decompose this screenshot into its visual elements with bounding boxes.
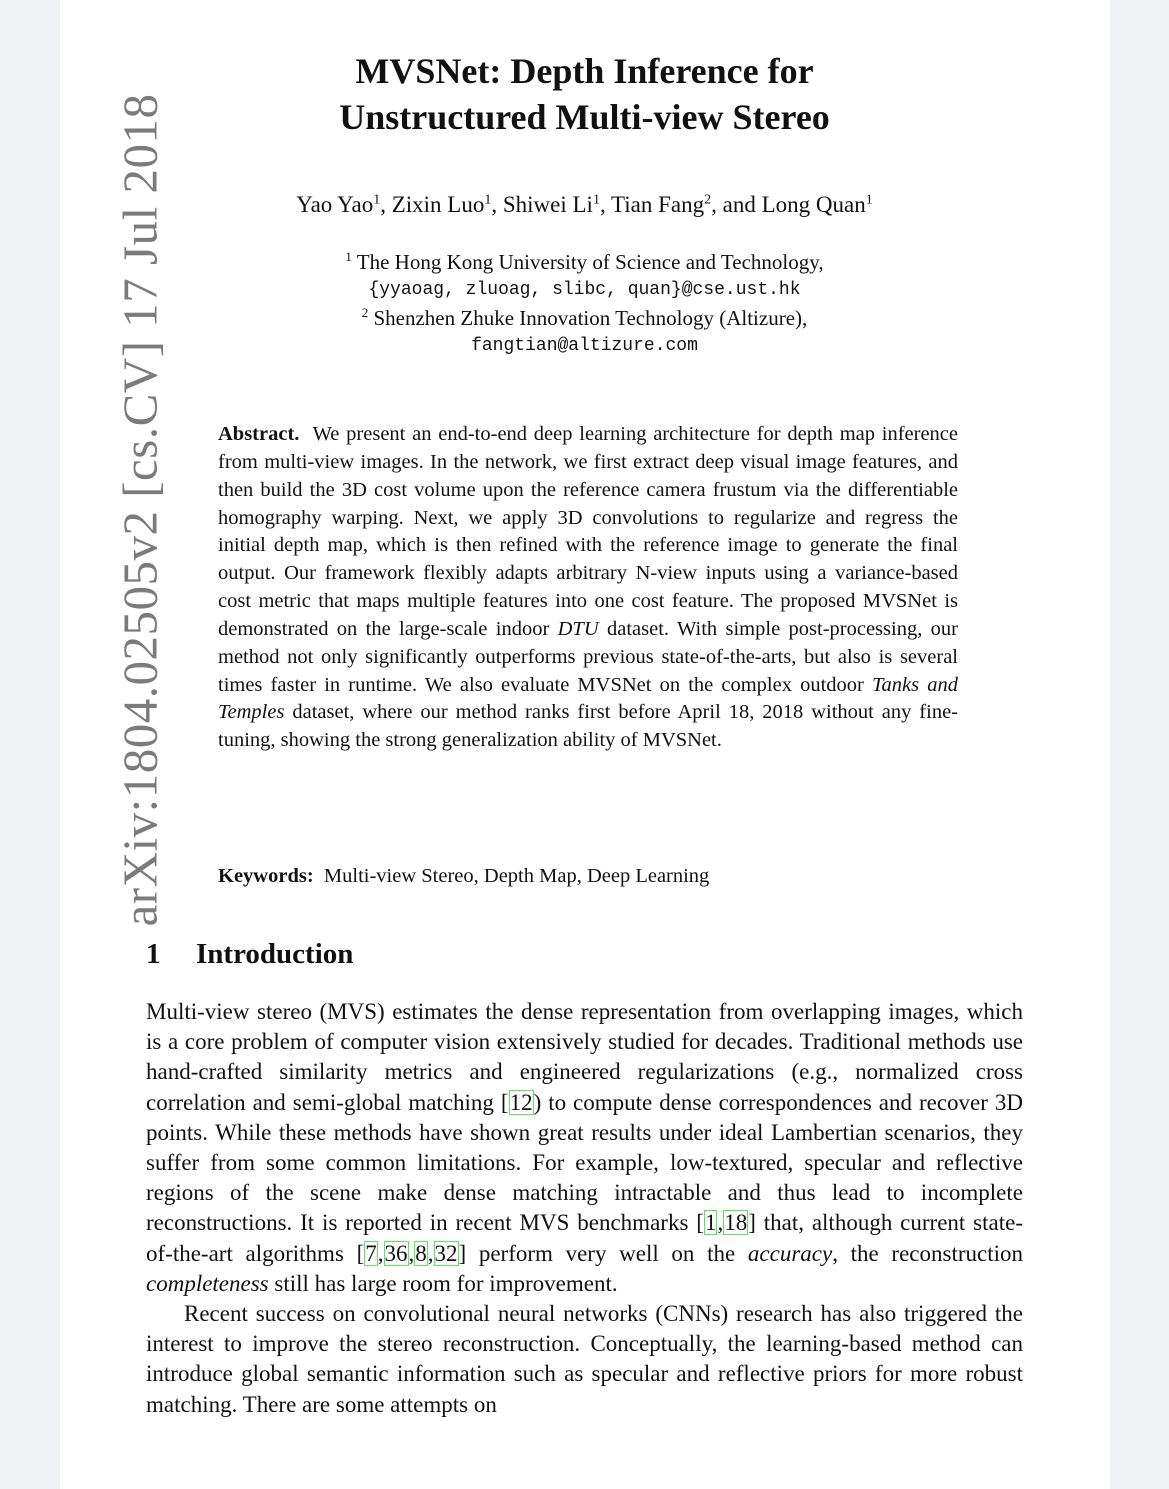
author-affiliation-mark: 2 — [704, 192, 712, 208]
paragraph: Multi-view stereo (MVS) estimates the dense representation from overlapping images, which is a core problem of computer vision extensively studied for decades. Traditional methods use hand-crafted similarity metrics and engineered regularizations (e.g., normalized cross correlation and semi-global matching [12) to compute dense correspondences and recover 3D points. While these methods have shown great results under ideal Lambertian scenarios, they suffer from some common limitations. For example, low-textured, specular and reflective regions of the scene make dense matching intractable and thus lead to incomplete reconstructions. It is reported in recent MVS benchmarks [1,18] that, although current state-of-the-art algorithms [7,36,8,32] perform very well on the accuracy, the reconstruction completeness still has large room for improvement. — [146, 999, 1024, 1296]
abstract — [218, 421, 958, 755]
paper-title — [0, 48, 1169, 140]
section-title: Introduction — [196, 938, 354, 970]
paragraph-text: Multi-view stereo (MVS) estimates the dense representation from overlapping images, which is a core problem of computer vision extensively studied for decades. Traditional methods use hand-crafted similarity metrics and engineered regularizations (e.g., normalized cross correlation and semi-global matching — [146, 999, 1023, 1115]
author: Tian Fang — [611, 192, 705, 217]
author-affiliation-mark: 1 — [484, 192, 492, 208]
paragraph-text: still has large room for improvement. — [274, 1270, 618, 1296]
paragraph-text: that, although current state-of-the-art algorithms — [146, 1210, 1023, 1266]
citation-link[interactable]: 32 — [434, 1240, 458, 1266]
affiliation-1 — [0, 249, 1169, 275]
author: Zixin Luo — [391, 192, 485, 217]
author-affiliation-mark: 1 — [373, 192, 381, 208]
author-list: Yao Yao$^1$, Zixin Luo$^1$, Shiwei Li$^1$, Tian Fang$^2$, and Long Quan$^1$ — [296, 192, 873, 217]
citation-link[interactable]: 36 — [384, 1240, 408, 1266]
dataset-dtu: DTU — [557, 617, 599, 640]
citation-link[interactable]: 7 — [365, 1240, 377, 1266]
affiliation-number: 1 — [345, 249, 352, 264]
citation-link[interactable]: 1 — [704, 1210, 717, 1236]
abstract-text: dataset. With simple post-processing, our method not only significantly outperforms previous state-of-the-arts, but also is several times faster in runtime. We also evaluate MVSNet on the complex outdoor — [218, 617, 958, 696]
keywords-text: Multi-view Stereo, Depth Map, Deep Learning — [323, 865, 710, 887]
keywords-label: Keywords: — [218, 865, 314, 887]
dataset-tanks-and-temples: Tanks and Temples — [218, 673, 959, 724]
author-affiliation-mark: 1 — [865, 192, 873, 208]
paragraph — [146, 1299, 1023, 1420]
arxiv-stamp: arXiv:1804.02505v2 [cs.CV] 17 Jul 2018 — [112, 93, 168, 927]
title-line-1: MVSNet: Depth Inference for — [355, 51, 814, 91]
author: Yao Yao — [296, 192, 374, 217]
affiliation-number: 2 — [361, 305, 369, 320]
paragraph-text: Recent success on convolutional neural networks (CNNs) research has also triggered the interest to improve the stereo reconstruction. Conceptually, the learning-based method can introduce global semantic information such as specular and reflective priors for more robust matching. There are some attempts on — [146, 1301, 1023, 1417]
paragraph-text: perform very well on the — [478, 1240, 736, 1266]
affiliation-name: The Hong Kong University of Science and Technology, — [356, 250, 824, 274]
title-line-2: Unstructured Multi-view Stereo — [339, 97, 830, 137]
paragraph-text: ) to compute dense correspondences and recover 3D points. While these methods have shown great results under ideal Lambertian scenarios, they suffer from some common limitations. For example, low-textured, specular and reflective regions of the scene make dense matching intractable and thus lead to incomplete reconstructions. It is reported in recent MVS benchmarks — [146, 1089, 1024, 1236]
keywords — [218, 865, 958, 888]
affiliation-2-email: fangtian@altizure.com — [471, 336, 698, 356]
paragraph-text: , the reconstruction — [832, 1240, 1023, 1266]
introduction-body — [146, 997, 1023, 1420]
affiliation-1-email: {yyaoag, zluoag, slibc, quan}@cse.ust.hk — [368, 280, 801, 300]
citation-link[interactable]: 12 — [509, 1089, 533, 1115]
section-heading — [146, 938, 353, 971]
abstract-label: Abstract. — [218, 423, 300, 445]
affiliation-2 — [0, 305, 1169, 331]
author: Shiwei Li — [502, 192, 593, 217]
emphasis-completeness: completeness — [146, 1270, 269, 1296]
emphasis-accuracy: accuracy — [747, 1240, 833, 1266]
affiliation-name: Shenzhen Zhuke Innovation Technology (Altizure), — [373, 306, 808, 330]
abstract-text: We present an end-to-end deep learning architecture for depth map inference from multi-view images. In the network, we first extract deep visual image features, and then build the 3D cost volume upon the reference camera frustum via the differentiable homography warping. Next, we apply 3D convolutions to regularize and regress the initial depth map, which is then refined with the reference image to generate the final output. Our framework flexibly adapts arbitrary N-view inputs using a variance-based cost metric that maps multiple features into one cost feature. The proposed MVSNet is demonstrated on the large-scale indoor — [218, 423, 958, 640]
section-number: 1 — [146, 938, 161, 970]
citation-link[interactable]: 8 — [415, 1240, 427, 1266]
citation-link[interactable]: 18 — [724, 1210, 748, 1236]
author-affiliation-mark: 1 — [592, 192, 600, 208]
abstract-text: dataset, where our method ranks first before April 18, 2018 without any fine-tuning, showing the strong generalization ability of MVSNet. — [218, 701, 958, 752]
author: Long Quan — [761, 192, 866, 217]
